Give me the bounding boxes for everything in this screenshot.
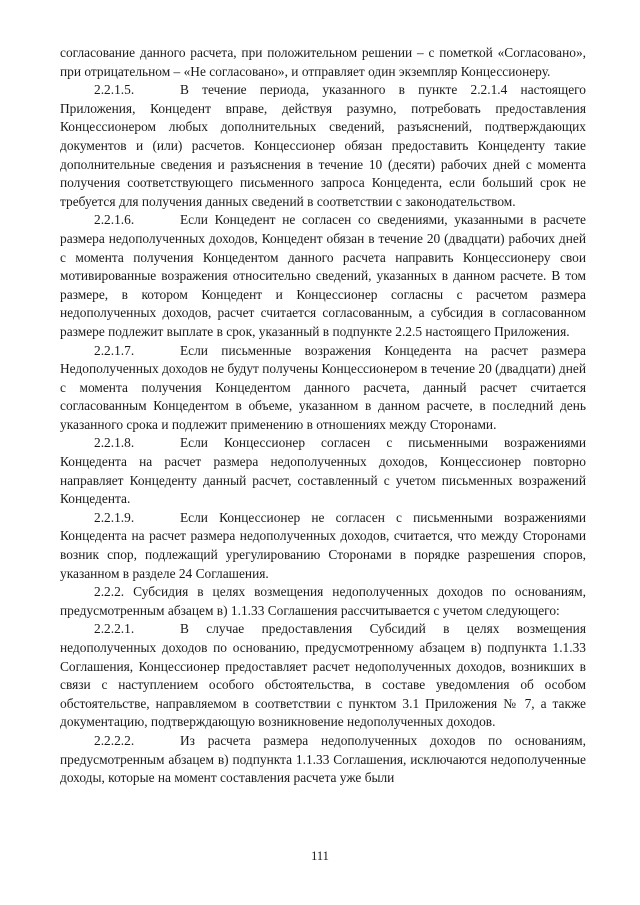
clause-number: 2.2.2.2.: [94, 732, 135, 748]
paragraph-text: Если письменные возражения Концедента на расчет размера Недополученных доходов не будут получены Концессионером в течение 20 (двадцати) дней с момента получения Концедентом данного расчета, данный расчет считается согласованным Концедентом в объеме, указанном в данном расчете, в последний день указанного срока и подлежит применению в отношениях между Сторонами.: [60, 342, 586, 432]
clause-number: 2.2.1.6.: [94, 212, 135, 228]
paragraph-text: В течение периода, указанного в пункте 2.2.1.4 настоящего Приложения, Концедент вправе, действуя разумно, потребовать предоставления Концессионером любых дополнительных сведений, разъяснений, подтверждающих документов и (или) расчетов. Концессионер обязан предоставить Концеденту такие дополнительные сведения и разъяснения в течение 10 (десяти) рабочих дней с момента получения соответствующего письменного запроса Концедента, если больший срок не требуется для получения данных сведений в соответствии с законодательством.: [60, 82, 586, 209]
paragraph-text: В случае предоставления Субсидий в целях возмещения недополученных доходов по основанию, предусмотренному абзацем в) подпункта 1.1.33 Соглашения, Концессионер предоставляет расчет недополученных доходов, возникших в связи с наступлением особого обстоятельства, в составе уведомления об особом обстоятельстве, направляемом в соответствии с пунктом 3.1 Приложения № 7, а также документацию, подтверждающую возникновение недополученных доходов.: [60, 621, 586, 730]
paragraph-2-2-1-5: [60, 81, 586, 211]
paragraph-2-2-2: [60, 583, 586, 620]
paragraph-2-2-1-6: [60, 211, 586, 341]
paragraph-text: Если Концессионер не согласен с письменными возражениями Концедента на расчет размера недополученных доходов, считается, что между Сторонами возник спор, подлежащий урегулированию Сторонами в порядке разрешения споров, указанном в разделе 24 Соглашения.: [60, 509, 586, 581]
paragraph-continuation: [60, 44, 586, 81]
document-body: [60, 44, 586, 788]
paragraph-2-2-2-1: [60, 620, 586, 732]
page-number: 111: [311, 849, 329, 863]
paragraph-text: Если Концессионер согласен с письменными возражениями Концедента на расчет размера недополученных доходов, Концессионер повторно направляет Концеденту данный расчет, составленный с учетом письменных возражений Концедента.: [60, 435, 586, 507]
clause-number: 2.2.1.5.: [94, 82, 135, 98]
clause-number: 2.2.1.9.: [94, 509, 135, 525]
paragraph-2-2-1-7: [60, 342, 586, 435]
paragraph-text: Из расчета размера недополученных доходов по основаниям, предусмотренным абзацем в) подпункта 1.1.33 Соглашения, исключаются недополученные доходы, которые на момент составления расчета уже были: [60, 732, 586, 786]
paragraph-2-2-1-8: [60, 434, 586, 508]
clause-number: 2.2.1.8.: [94, 435, 135, 451]
clause-number: 2.2.1.7.: [94, 342, 135, 358]
paragraph-text: 2.2.2. Субсидия в целях возмещения недополученных доходов по основаниям, предусмотренным абзацем в) 1.1.33 Соглашения рассчитывается с учетом следующего:: [60, 584, 586, 618]
clause-number: 2.2.2.1.: [94, 621, 135, 637]
paragraph-2-2-2-2: [60, 732, 586, 788]
paragraph-2-2-1-9: [60, 509, 586, 583]
paragraph-text: Если Концедент не согласен со сведениями, указанными в расчете размера недополученных доходов, Концедент обязан в течение 20 (двадцати) рабочих дней с момента получения Концедентом данного расчета направить Концессионеру свои мотивированные возражения относительно сведений, указанных в данном расчете. В том размере, в котором Концедент и Концессионер согласны с расчетом размера недополученных доходов, расчет считается согласованным, а субсидия в согласованном размере подлежит выплате в срок, указанный в подпункте 2.2.5 настоящего Приложения.: [60, 212, 586, 339]
paragraph-text: согласование данного расчета, при положительном решении – с пометкой «Согласовано», при отрицательном – «Не согласовано», и отправляет один экземпляр Концессионеру.: [60, 45, 586, 79]
